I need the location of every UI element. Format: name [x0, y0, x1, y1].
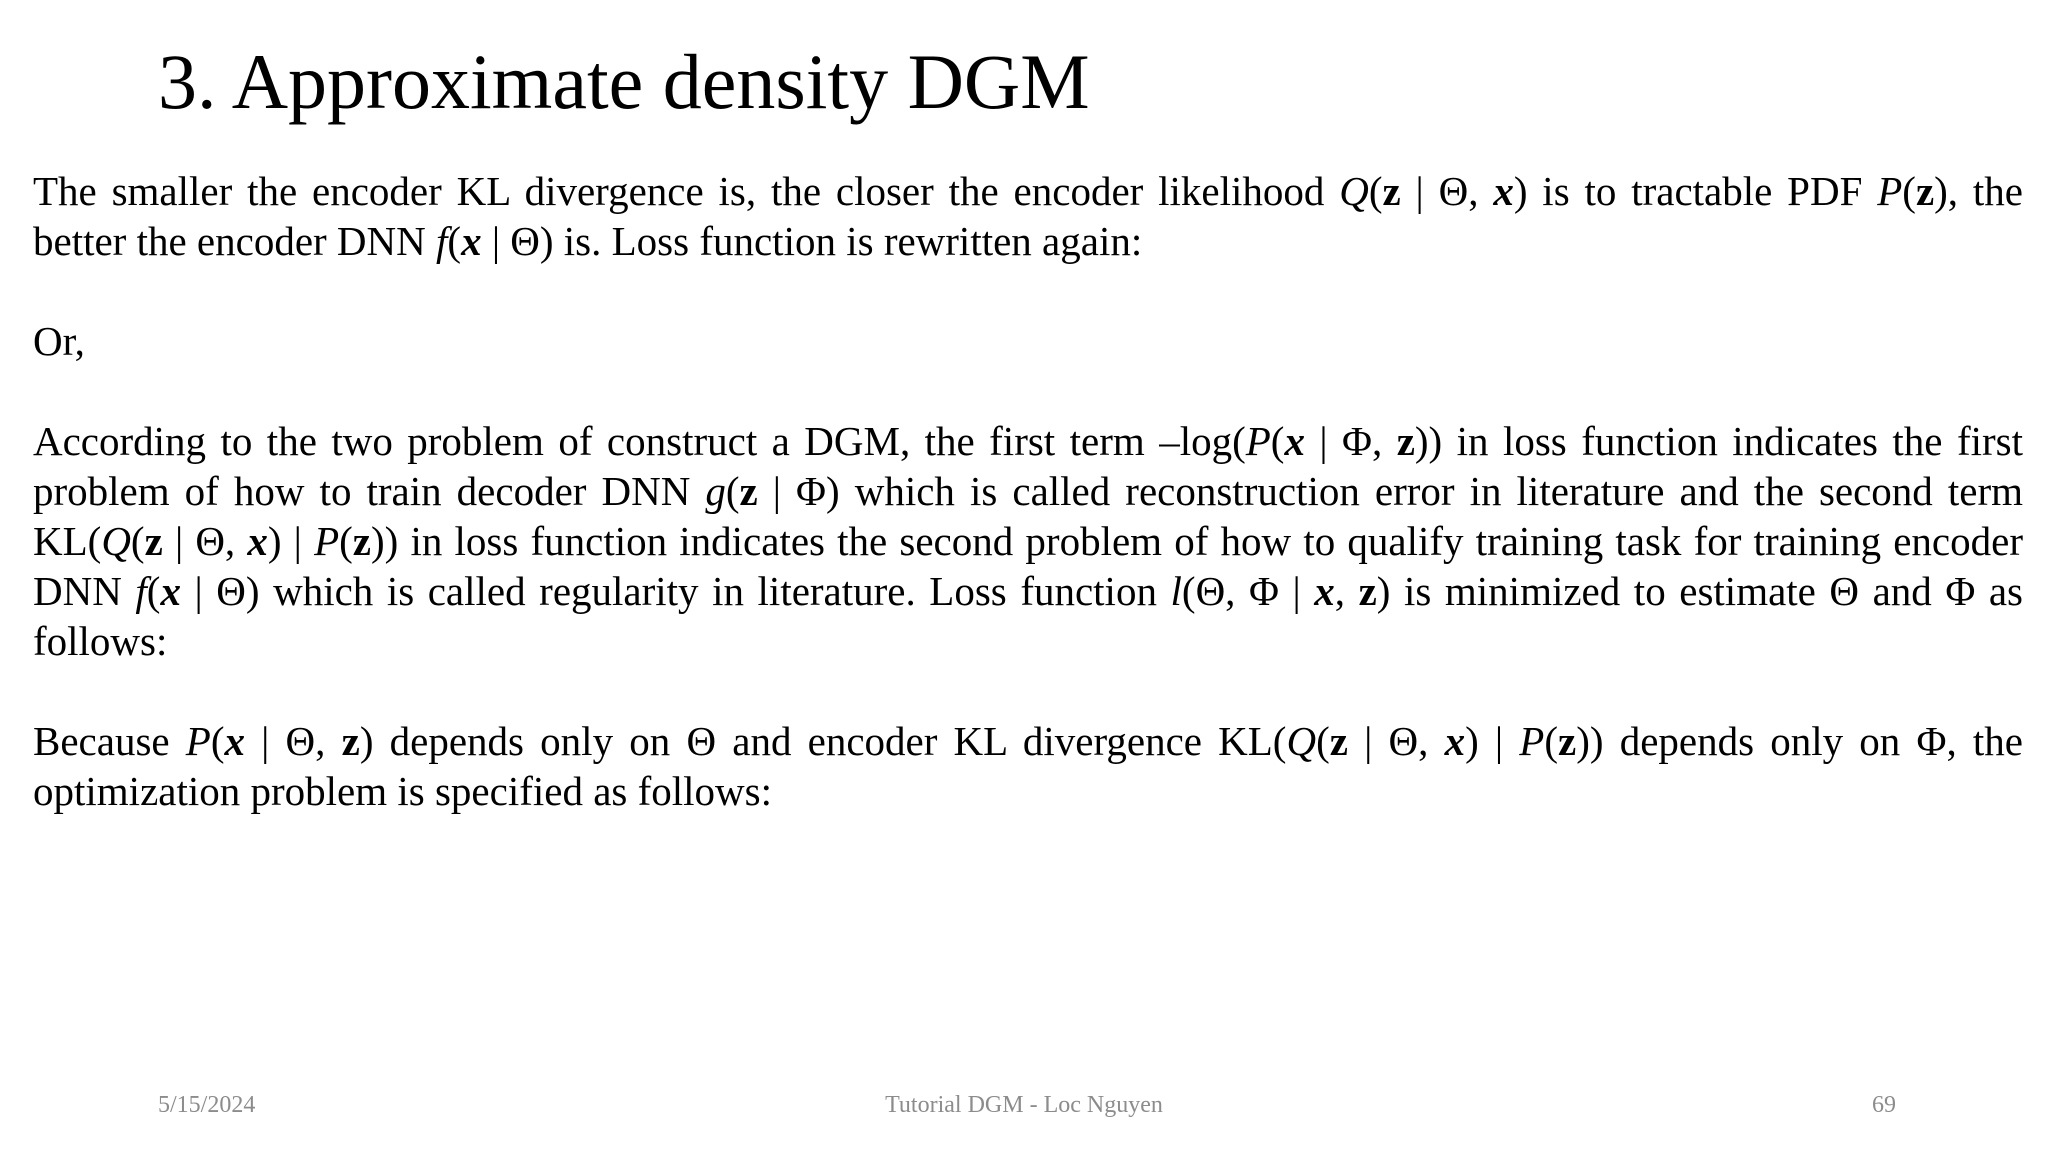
math-symbol-q: Q: [1286, 718, 1317, 764]
text-run: | Θ,: [244, 718, 342, 764]
paragraph-or: Or,: [33, 318, 85, 364]
math-symbol-p: P: [314, 518, 340, 564]
text-run: | Θ,: [162, 518, 248, 564]
text-run: (: [1368, 168, 1383, 214]
text-run: (: [447, 218, 462, 264]
math-vector-x: x: [160, 568, 181, 614]
footer-date: 5/15/2024: [158, 1092, 256, 1118]
text-run: ), the better the encoder DNN: [33, 168, 2023, 264]
math-vector-z: z: [1358, 568, 1377, 614]
math-symbol-f: f: [436, 218, 448, 264]
math-symbol-p: P: [1245, 418, 1271, 464]
math-vector-x: x: [1284, 418, 1305, 464]
math-vector-x: x: [1444, 718, 1466, 764]
text-run: ) depends only on Θ and encoder KL divergence KL(: [359, 718, 1287, 764]
text-run: | Φ,: [1304, 418, 1397, 464]
math-vector-z: z: [1382, 168, 1401, 214]
math-vector-z: z: [1558, 718, 1577, 764]
text-run: | Θ) which is called regularity in literature. Loss function: [180, 568, 1171, 614]
text-run: | Φ) which is called reconstruction error in literature and the second term KL(: [33, 468, 2023, 564]
paragraph-spacer: [33, 366, 2023, 416]
text-run: (: [725, 468, 740, 514]
text-run: (: [210, 718, 225, 764]
text-run: ) |: [1465, 718, 1520, 764]
text-run: ) is to tractable PDF: [1513, 168, 1878, 214]
text-run: ) is minimized to estimate Θ and Φ as follows:: [33, 568, 2024, 664]
math-vector-z: z: [1329, 718, 1348, 764]
text-run: (: [130, 518, 145, 564]
text-run: (: [1316, 718, 1330, 764]
text-run: )) depends only on Φ, the optimization problem is specified as follows:: [33, 718, 2023, 814]
text-run: ,: [1334, 568, 1359, 614]
paragraph-loss-terms: [33, 416, 2023, 666]
math-vector-z: z: [352, 518, 371, 564]
text-run: (: [1544, 718, 1558, 764]
footer-title: Tutorial DGM - Loc Nguyen: [885, 1092, 1163, 1118]
text-run: )) in loss function indicates the first problem of how to train decoder DNN: [33, 418, 2023, 514]
text-run: | Θ,: [1347, 718, 1445, 764]
math-symbol-f: f: [135, 568, 147, 614]
math-symbol-p: P: [1877, 168, 1903, 214]
text-run: (: [1270, 418, 1285, 464]
math-symbol-q: Q: [101, 518, 131, 564]
math-vector-z: z: [1915, 168, 1935, 214]
text-run: (: [1902, 168, 1916, 214]
text-run: According to the two problem of construct a DGM, the first term –log(: [33, 418, 1246, 464]
footer-page-number: 69: [1872, 1092, 1896, 1118]
text-run: ) |: [267, 518, 315, 564]
slide-body: [33, 166, 2023, 816]
math-vector-z: z: [144, 518, 163, 564]
math-vector-x: x: [461, 218, 482, 264]
math-symbol-p: P: [1519, 718, 1545, 764]
text-run: (: [146, 568, 161, 614]
paragraph-spacer: [33, 266, 2023, 316]
text-run: The smaller the encoder KL divergence is, the closer the encoder likelihood: [33, 168, 1340, 214]
math-symbol-l: l: [1170, 568, 1182, 614]
paragraph-encoder-kl: [33, 166, 2023, 266]
math-symbol-p: P: [185, 718, 211, 764]
slide-title: 3. Approximate density DGM: [158, 38, 1090, 125]
math-vector-z: z: [1396, 418, 1415, 464]
text-run: (Θ, Φ |: [1181, 568, 1315, 614]
math-symbol-q: Q: [1339, 168, 1369, 214]
math-vector-z: z: [341, 718, 360, 764]
text-run: )) in loss function indicates the second problem of how to qualify training task for training encoder DNN: [33, 518, 2023, 614]
math-symbol-g: g: [705, 468, 726, 514]
paragraph-optimization: [33, 716, 2023, 816]
math-vector-x: x: [247, 518, 268, 564]
paragraph-spacer: [33, 666, 2023, 716]
math-vector-z: z: [739, 468, 758, 514]
text-run: Because: [33, 718, 186, 764]
math-vector-x: x: [224, 718, 245, 764]
text-run: | Θ,: [1400, 168, 1494, 214]
text-run: | Θ) is. Loss function is rewritten again:: [481, 218, 1143, 264]
math-vector-x: x: [1493, 168, 1514, 214]
text-run: (: [339, 518, 353, 564]
math-vector-x: x: [1314, 568, 1335, 614]
